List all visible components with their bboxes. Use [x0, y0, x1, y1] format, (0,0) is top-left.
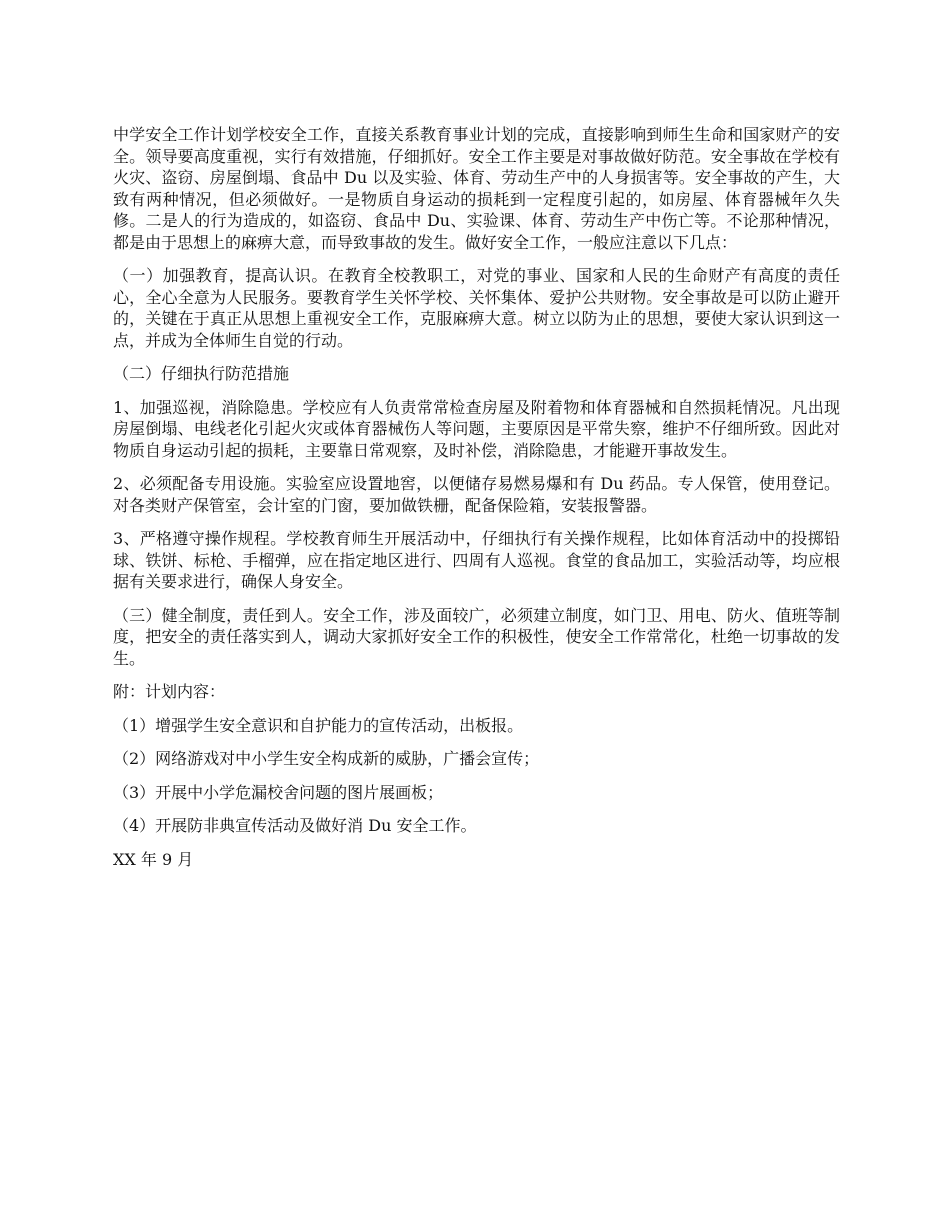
- section-two-heading: （二）仔细执行防范措施: [113, 364, 290, 383]
- document-date: XX 年 9 月: [113, 849, 194, 869]
- plan-item: （3）开展中小学危漏校舍问题的图片展画板；: [113, 782, 444, 802]
- measure-two-paragraph: 2、必须配备专用设施。实验室应设置地窖，以便储存易燃易爆和有 Du 药品。专人保管，使用登记。对各类财产保管室，会计室的门窗，要加做铁栅，配备保险箱，安装报警器。: [113, 474, 840, 515]
- section-three-paragraph: （三）健全制度，责任到人。安全工作，涉及面较广，必须建立制度，如门卫、用电、防火、值班等制度，把安全的责任落实到人，调动大家抓好安全工作的积极性，使安全工作常常化，杜绝一切事故的发生。: [113, 605, 840, 668]
- measure-one-paragraph: 1、加强巡视，消除隐患。学校应有人负责常常检查房屋及附着物和体育器械和自然损耗情况。凡出现房屋倒塌、电线老化引起火灾或体育器械伤人等问题，主要原因是平常失察，维护不仔细所致。因此对物质自身运动引起的损耗，主要靠日常观察，及时补偿，消除隐患，才能避开事故发生。: [113, 397, 840, 460]
- plan-item: （1）增强学生安全意识和自护能力的宣传活动，出板报。: [113, 715, 524, 735]
- plan-item: （2）网络游戏对中小学生安全构成新的威胁，广播会宣传；: [113, 749, 540, 768]
- document-body: [113, 124, 840, 882]
- section-one-paragraph: （一）加强教育，提高认识。在教育全校教职工，对党的事业、国家和人民的生命财产有高度的责任心，全心全意为人民服务。要教育学生关怀学校、关怀集体、爱护公共财物。安全事故是可以防止避开的，关键在于真正从思想上重视安全工作，克服麻痹大意。树立以防为止的思想，要使大家认识到这一点，并成为全体师生自觉的行动。: [113, 266, 840, 350]
- intro-paragraph: 中学安全工作计划学校安全工作，直接关系教育事业计划的完成，直接影响到师生生命和国家财产的安全。领导要高度重视，实行有效措施，仔细抓好。安全工作主要是对事故做好防范。安全事故在学校有火灾、盗窃、房屋倒塌、食品中 Du 以及实验、体育、劳动生产中的人身损害等。安全事故的产生，大致有两种情况，但必须做好。一是物质自身运动的损耗到一定程度引起的，如房屋、体育器械年久失修。二是人的行为造成的，如盗窃、食品中 Du、实验课、体育、劳动生产中伤亡等。不论那种情况，都是由于思想上的麻痹大意，而导致事故的发生。做好安全工作，一般应注意以下几点：: [113, 125, 840, 252]
- measure-three-paragraph: 3、严格遵守操作规程。学校教育师生开展活动中，仔细执行有关操作规程，比如体育活动中的投掷铅球、铁饼、标枪、手榴弹，应在指定地区进行、四周有人巡视。食堂的食品加工，实验活动等，均应根据有关要求进行，确保人身安全。: [113, 529, 840, 591]
- plan-item: （4）开展防非典宣传活动及做好消 Du 安全工作。: [113, 816, 477, 835]
- appendix-label: 附：计划内容：: [113, 682, 226, 701]
